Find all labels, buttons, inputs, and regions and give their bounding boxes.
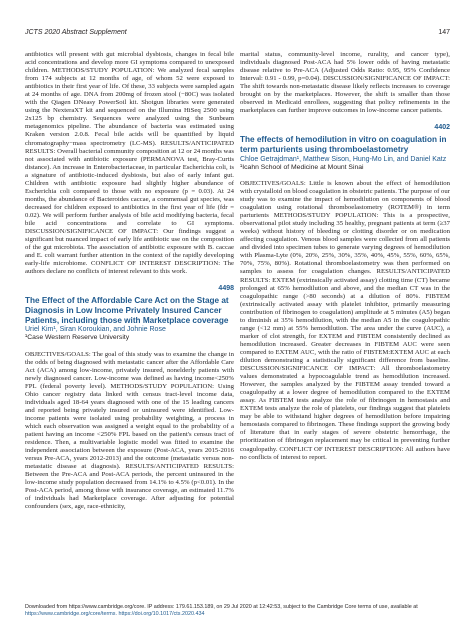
abstract-body: OBJECTIVES/GOALS: Little is known about the effect of hemodilution with crystalloid on blood coagulation in obstetric patients. The purpose of our study was to examine the impact of hemodilution on components of blood coagulation using rotational thromboelastometry (ROTEM®) in term parturients METHODS/STUDY POPULATION: This is a prospective, observational pilot study including 35 healthy, pregnant patients at term (≥37 weeks) without history of bleeding or clotting disorder or on medication affecting coagulation. Venous blood samples were collected from all patients and divided into specimen tubes to generate varying degrees of hemodilution with Plasma-Lyte (0%, 20%, 25%, 30%, 35%, 40%, 45%, 55%, 60%, 65%, 70%, 75%, 80%). Rotational thromboelastometry was then performed on samples to assess for coagulation changes. RESULTS/ANTICIPATED RESULTS: EXTEM (extrinsically activated assay) clotting time (CT) became prolonged at 65% hemodilution and above, and the median CT was in the coagulopathic range (>80 seconds) at a dilution of 80%. FIBTEM (extrinsically activated assay with platelet inhibitor, primarily measuring contribution of fibrinogen to coagulation) amplitude at 5 minutes (A5) began to diminish at 35% hemodilution, with the median A5 in the coagulopathic range (<12 mm) at 55% hemodilution. The area under the curve (AUC), a marker of clot strength, for EXTEM and FIBTEM consistently declined as hemodilution increased. Greater decreases in FIBTEM AUC were seen compared to EXTEM AUC, with the ratio of FIBTEM:EXTEM AUC at each dilution demonstrating a statistically significant difference from baseline. DISCUSSION/SIGNIFICANCE OF IMPACT: All thromboelastometry values demonstrated a hypocoagulable trend as hemodilution increased. However, the samples analyzed by the FIBTEM assay trended toward a coagulopathy at a lower degree of hemodilution compared to the EXTEM assay. As FIBTEM tests analyze the role of fibrinogen in hemostasis and EXTEM tests analyze the role of platelets, our findings suggest that platelets may be able to withstand higher degrees of hemodilution before impairing hemostasis compared to fibrinogen. These findings support the growing body of literature that in early stages of severe obstetric hemorrhage, the prioritization of fibrinogen replacement may be critical in preventing further coagulopathy. CONFLICT OF INTEREST DESCRIPTION: All authors have no conflicts of interest to report. bbox=[240, 179, 450, 461]
right-column bbox=[240, 51, 450, 462]
abstract-affiliation: ¹Icahn School of Medicine at Mount Sinai bbox=[240, 163, 364, 171]
continued-abstract-text: antibiotics will present with gut microbial dysbiosis, changes in fecal bile acid concentrations and develop more GI symptoms compared to unexposed children. METHODS/STUDY POPULATION: We analyzed fecal samples from 174 subjects at 12 months of age, of whom 52 were exposed to antibiotics in their first year of life. Of these, 33 subjects were sampled again at 24 months of age. DNA from 200mg of frozen stool (−80C) was isolated with the Qiagen DNeasy PowerSoil kit. Shotgun libraries were generated using the NexteraXT kit and sequenced on the Illumina HiSeq 2500 using 2x125 bp chemistry. Sequences were analyzed using the Sunbeam metagenomics pipeline. The abundance of bacteria was estimated using Kraken version 2.0.8. Fecal bile acids will be quantified by liquid chromatography−mass spectrometry (LC-MS). RESULTS/ANTICIPATED RESULTS: Overall bacterial community composition at 12 or 24 months was not associated with antibiotic exposure (PERMANOVA test, Bray-Curtis distance). An increase in Enterobacteriaceae, in particular Escherichia coli, is a signature of antibiotic-induced dysbiosis, but also of early infant gut. Children with antibiotic exposure had slightly higher abundance of Escherichia coli compared to those with no exposure (p = 0.03). At 24 months, the abundance of Bacteroides caccae, a commensal gut species, was decreased for children exposed to antibiotics in the first year of life (fdr = 0.02). We will perform further analysis of bile acid modifying bacteria, fecal bile acid concentrations and correlate to GI symptoms. DISCUSSION/SIGNIFICANCE OF IMPACT: Our findings suggest a significant but nuanced impact of early life antibiotic use on the composition of the gut microbiota. The association of antibiotic exposure with B. caccae and E. coli warrant further attention in the context of the rapidly developing early-life microbiome. CONFLICT OF INTEREST DESCRIPTION: The authors declare no conflicts of interest relevant to this work. bbox=[25, 51, 234, 276]
abstract-title: The effects of hemodilution in vitro on coagulation in term parturients using thromboelastometry bbox=[240, 135, 447, 154]
abstract-number: 4498 bbox=[218, 285, 234, 293]
running-title: JCTS 2020 Abstract Supplement bbox=[25, 29, 127, 36]
download-footer bbox=[25, 604, 450, 618]
footer-terms-link[interactable]: https://www.cambridge.org/core/terms. https://doi.org/10.1017/cts.2020.434 bbox=[25, 611, 205, 617]
footer-download-line: Downloaded from https://www.cambridge.org/core. IP address: 179.61.153.189, on 29 Jul 2020 at 12:42:53, subject to the Cambridge Core terms of use, available at bbox=[25, 604, 418, 610]
abstract-authors: Chloe Getrajdman¹, Matthew Sison, Hung-Mo Lin, and Daniel Katz bbox=[240, 155, 447, 163]
left-column bbox=[25, 51, 234, 511]
abstract-authors: Uriel Kim¹, Siran Koroukian, and Johnie Rose bbox=[25, 326, 166, 334]
running-header bbox=[25, 29, 450, 39]
abstract-title: The Effect of the Affordable Care Act on the Stage at Diagnosis in Low Income Privately Insured Cancer Patients, including those with Marketplace coverage bbox=[25, 296, 229, 325]
abstract-body: OBJECTIVES/GOALS: The goal of this study was to examine the change in the odds of being diagnosed with metastatic cancer after the Affordable Care Act (ACA) among low-income, privately insured, nonelderly patients with newly diagnosed cancer. Low-income was defined as having income<250% FPL (federal poverty level). METHODS/STUDY POPULATION: Using Ohio cancer registry data linked with census tract-level income data, individuals aged 18-64 years diagnosed with one of the 15 leading cancers and reported being privately insured or uninsured were identified. Low-income patients were isolated using probability weighting, a process in which each observation was assigned a weight equal to the probability of a patient having an income <250% FPL based on the patient's census tract of residence. Then, a multivariable logistic model was fitted to examine the independent association between the exposure (Post-ACA, years 2015-2016 versus Pre-ACA, years 2012-2013) and the outcome (metastatic versus non-metastatic disease at diagnosis). RESULTS/ANTICIPATED RESULTS: Between the Pre-ACA and Post-ACA periods, the percent uninsured in the low-income study population decreased from 14.1% to 4.5% (p<0.01). In the Post-ACA period, among those with insurance coverage, an estimated 11.7% of individuals had Marketplace coverage. After adjusting for potential confounders (sex, age, race-ethnicity, bbox=[25, 350, 234, 511]
abstract-number: 4402 bbox=[434, 124, 450, 132]
page-number: 147 bbox=[438, 29, 450, 36]
abstract-affiliation: ¹Case Western Reserve University bbox=[25, 334, 130, 342]
continued-abstract-text: marital status, community-level income, rurality, and cancer type), individuals diagnosed Post-ACA had 5% lower odds of having metastatic disease relative to Pre-ACA (Adjusted Odds Ratio: 0.95, 95% Confidence Interval: 0.91 - 0.99, p=0.04). DISCUSSION/SIGNIFICANCE OF IMPACT: The shift towards non-metastatic disease likely reflects increases to coverage brought on by the marketplaces. However, the shift is smaller than those observed in Medicaid enrollees, suggesting that policy refinements in the marketplaces can further improve outcomes in low-income cancer patients. bbox=[240, 51, 450, 115]
